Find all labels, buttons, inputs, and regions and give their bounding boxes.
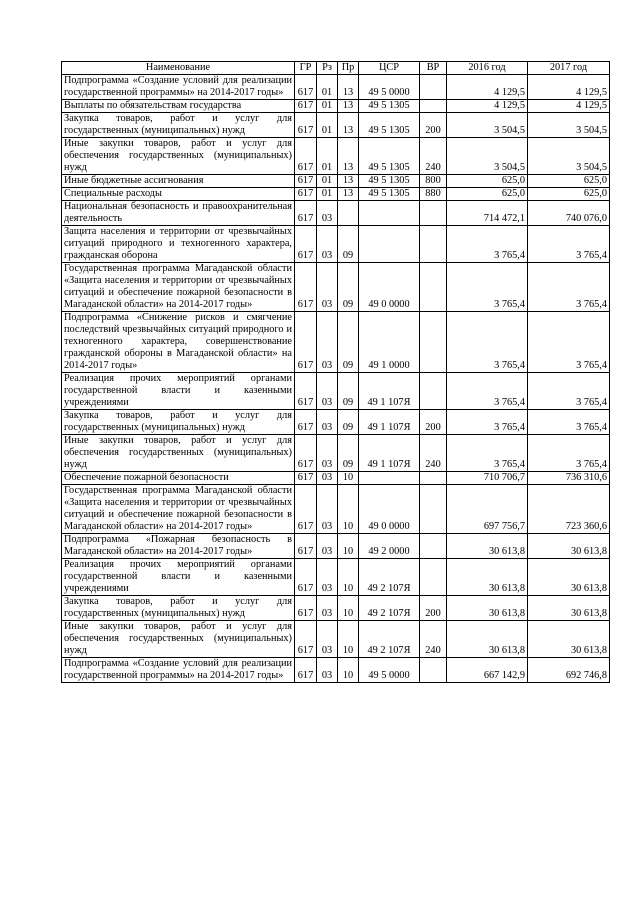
cell-rz: 01 xyxy=(317,138,338,175)
cell-2016: 4 129,5 xyxy=(447,75,528,100)
cell-2016: 3 765,4 xyxy=(447,373,528,410)
cell-gr: 617 xyxy=(295,226,317,263)
cell-csr xyxy=(359,472,420,485)
cell-name: Выплаты по обязательствам государства xyxy=(62,100,295,113)
cell-rz: 03 xyxy=(317,373,338,410)
cell-csr: 49 5 1305 xyxy=(359,138,420,175)
cell-pr: 09 xyxy=(338,435,359,472)
cell-vr xyxy=(420,658,447,683)
table-row xyxy=(62,75,610,100)
cell-2016: 3 765,4 xyxy=(447,312,528,373)
table-row xyxy=(62,621,610,658)
cell-rz: 03 xyxy=(317,201,338,226)
cell-csr: 49 2 107Я xyxy=(359,559,420,596)
header-row xyxy=(62,62,610,75)
cell-name: Иные закупки товаров, работ и услуг для обеспечения государственных (муниципальных) нужд xyxy=(62,435,295,472)
table-row xyxy=(62,373,610,410)
header-vr: ВР xyxy=(420,62,447,75)
cell-rz: 03 xyxy=(317,534,338,559)
budget-table xyxy=(61,61,610,683)
cell-2016: 667 142,9 xyxy=(447,658,528,683)
cell-gr: 617 xyxy=(295,534,317,559)
cell-csr: 49 5 0000 xyxy=(359,658,420,683)
cell-name: Реализация прочих мероприятий органами государственной власти и казенными учреждениями xyxy=(62,373,295,410)
cell-2017: 692 746,8 xyxy=(528,658,610,683)
cell-vr: 200 xyxy=(420,596,447,621)
cell-vr xyxy=(420,201,447,226)
cell-2017: 3 765,4 xyxy=(528,410,610,435)
cell-pr: 10 xyxy=(338,534,359,559)
table-row xyxy=(62,113,610,138)
cell-name: Иные бюджетные ассигнования xyxy=(62,175,295,188)
cell-vr xyxy=(420,100,447,113)
cell-2016: 3 765,4 xyxy=(447,435,528,472)
header-rz: Рз xyxy=(317,62,338,75)
cell-2017: 3 765,4 xyxy=(528,373,610,410)
cell-2017: 625,0 xyxy=(528,188,610,201)
cell-rz: 03 xyxy=(317,559,338,596)
cell-2017: 625,0 xyxy=(528,175,610,188)
header-pr: Пр xyxy=(338,62,359,75)
cell-2017: 3 504,5 xyxy=(528,138,610,175)
header-gr: ГР xyxy=(295,62,317,75)
cell-vr: 200 xyxy=(420,410,447,435)
cell-pr: 13 xyxy=(338,113,359,138)
cell-name: Иные закупки товаров, работ и услуг для обеспечения государственных (муниципальных) нужд xyxy=(62,621,295,658)
cell-gr: 617 xyxy=(295,472,317,485)
table-row xyxy=(62,263,610,312)
cell-rz: 03 xyxy=(317,312,338,373)
cell-vr: 240 xyxy=(420,138,447,175)
cell-rz: 01 xyxy=(317,113,338,138)
cell-vr xyxy=(420,75,447,100)
cell-gr: 617 xyxy=(295,373,317,410)
cell-2017: 30 613,8 xyxy=(528,596,610,621)
cell-rz: 03 xyxy=(317,621,338,658)
cell-vr xyxy=(420,263,447,312)
cell-rz: 03 xyxy=(317,485,338,534)
cell-2017: 30 613,8 xyxy=(528,621,610,658)
table-row xyxy=(62,559,610,596)
cell-2016: 3 765,4 xyxy=(447,410,528,435)
table-row xyxy=(62,175,610,188)
cell-csr: 49 1 107Я xyxy=(359,373,420,410)
cell-2016: 3 765,4 xyxy=(447,226,528,263)
cell-pr xyxy=(338,201,359,226)
cell-rz: 03 xyxy=(317,435,338,472)
cell-pr: 10 xyxy=(338,658,359,683)
cell-2017: 4 129,5 xyxy=(528,100,610,113)
cell-pr: 13 xyxy=(338,75,359,100)
cell-vr: 800 xyxy=(420,175,447,188)
cell-2016: 3 765,4 xyxy=(447,263,528,312)
cell-rz: 03 xyxy=(317,658,338,683)
cell-csr: 49 5 1305 xyxy=(359,175,420,188)
cell-vr xyxy=(420,485,447,534)
cell-2016: 30 613,8 xyxy=(447,621,528,658)
table-row xyxy=(62,138,610,175)
cell-2017: 3 765,4 xyxy=(528,312,610,373)
cell-2016: 3 504,5 xyxy=(447,113,528,138)
table-row xyxy=(62,658,610,683)
cell-gr: 617 xyxy=(295,658,317,683)
cell-gr: 617 xyxy=(295,312,317,373)
cell-rz: 03 xyxy=(317,472,338,485)
cell-rz: 03 xyxy=(317,410,338,435)
cell-name: Закупка товаров, работ и услуг для государственных (муниципальных) нужд xyxy=(62,410,295,435)
cell-csr: 49 2 107Я xyxy=(359,621,420,658)
cell-gr: 617 xyxy=(295,263,317,312)
cell-csr xyxy=(359,201,420,226)
cell-rz: 01 xyxy=(317,188,338,201)
cell-csr: 49 5 1305 xyxy=(359,113,420,138)
cell-csr: 49 0 0000 xyxy=(359,263,420,312)
cell-gr: 617 xyxy=(295,175,317,188)
table-row xyxy=(62,485,610,534)
cell-vr xyxy=(420,472,447,485)
cell-pr: 13 xyxy=(338,175,359,188)
cell-name: Государственная программа Магаданской области «Защита населения и территории от чрезвычайных ситуаций и обеспечение пожарной безопасности в Магаданской области» на 2014-2017 годы» xyxy=(62,485,295,534)
cell-gr: 617 xyxy=(295,188,317,201)
cell-name: Закупка товаров, работ и услуг для государственных (муниципальных) нужд xyxy=(62,113,295,138)
cell-pr: 09 xyxy=(338,312,359,373)
cell-name: Национальная безопасность и правоохранительная деятельность xyxy=(62,201,295,226)
cell-rz: 03 xyxy=(317,263,338,312)
cell-rz: 01 xyxy=(317,100,338,113)
cell-gr: 617 xyxy=(295,559,317,596)
table-row xyxy=(62,312,610,373)
table-row xyxy=(62,472,610,485)
cell-2016: 30 613,8 xyxy=(447,596,528,621)
cell-name: Иные закупки товаров, работ и услуг для обеспечения государственных (муниципальных) нужд xyxy=(62,138,295,175)
cell-gr: 617 xyxy=(295,201,317,226)
header-2017: 2017 год xyxy=(528,62,610,75)
cell-gr: 617 xyxy=(295,621,317,658)
cell-csr: 49 2 107Я xyxy=(359,596,420,621)
cell-pr: 09 xyxy=(338,226,359,263)
cell-csr: 49 1 107Я xyxy=(359,435,420,472)
cell-2017: 3 765,4 xyxy=(528,226,610,263)
cell-2017: 723 360,6 xyxy=(528,485,610,534)
table-body xyxy=(62,75,610,683)
cell-gr: 617 xyxy=(295,485,317,534)
cell-name: Подпрограмма «Пожарная безопасность в Магаданской области» на 2014-2017 годы» xyxy=(62,534,295,559)
cell-2016: 30 613,8 xyxy=(447,559,528,596)
cell-2016: 30 613,8 xyxy=(447,534,528,559)
cell-2017: 30 613,8 xyxy=(528,534,610,559)
cell-2017: 3 765,4 xyxy=(528,263,610,312)
table-row xyxy=(62,201,610,226)
cell-pr: 10 xyxy=(338,485,359,534)
cell-2016: 697 756,7 xyxy=(447,485,528,534)
cell-2017: 3 765,4 xyxy=(528,435,610,472)
cell-2017: 736 310,6 xyxy=(528,472,610,485)
cell-2016: 3 504,5 xyxy=(447,138,528,175)
cell-rz: 03 xyxy=(317,226,338,263)
cell-gr: 617 xyxy=(295,435,317,472)
cell-vr: 240 xyxy=(420,621,447,658)
cell-pr: 10 xyxy=(338,596,359,621)
cell-pr: 09 xyxy=(338,410,359,435)
table-row xyxy=(62,596,610,621)
table-row xyxy=(62,188,610,201)
cell-2017: 30 613,8 xyxy=(528,559,610,596)
cell-gr: 617 xyxy=(295,138,317,175)
table-row xyxy=(62,435,610,472)
cell-pr: 13 xyxy=(338,138,359,175)
header-csr: ЦСР xyxy=(359,62,420,75)
cell-csr xyxy=(359,226,420,263)
cell-2017: 740 076,0 xyxy=(528,201,610,226)
cell-2016: 625,0 xyxy=(447,188,528,201)
cell-csr: 49 5 1305 xyxy=(359,188,420,201)
cell-2016: 4 129,5 xyxy=(447,100,528,113)
header-2016: 2016 год xyxy=(447,62,528,75)
cell-name: Подпрограмма «Создание условий для реализации государственной программы» на 2014-2017 годы» xyxy=(62,658,295,683)
cell-vr xyxy=(420,559,447,596)
cell-gr: 617 xyxy=(295,596,317,621)
cell-csr: 49 2 0000 xyxy=(359,534,420,559)
cell-pr: 10 xyxy=(338,472,359,485)
cell-gr: 617 xyxy=(295,100,317,113)
cell-2016: 714 472,1 xyxy=(447,201,528,226)
cell-vr xyxy=(420,534,447,559)
cell-pr: 10 xyxy=(338,559,359,596)
cell-pr: 09 xyxy=(338,263,359,312)
table-row xyxy=(62,410,610,435)
cell-gr: 617 xyxy=(295,113,317,138)
table-row xyxy=(62,534,610,559)
cell-name: Подпрограмма «Снижение рисков и смягчение последствий чрезвычайных ситуаций природного и техногенного характера, совершенствование гражданской обороны в Магаданской области» на 2014-2017 годы» xyxy=(62,312,295,373)
cell-pr: 10 xyxy=(338,621,359,658)
cell-vr xyxy=(420,312,447,373)
table-header xyxy=(62,62,610,75)
cell-name: Обеспечение пожарной безопасности xyxy=(62,472,295,485)
cell-vr: 880 xyxy=(420,188,447,201)
cell-csr: 49 1 107Я xyxy=(359,410,420,435)
cell-vr: 240 xyxy=(420,435,447,472)
cell-csr: 49 1 0000 xyxy=(359,312,420,373)
cell-2017: 3 504,5 xyxy=(528,113,610,138)
cell-csr: 49 0 0000 xyxy=(359,485,420,534)
cell-vr: 200 xyxy=(420,113,447,138)
cell-name: Государственная программа Магаданской области «Защита населения и территории от чрезвычайных ситуаций и обеспечение пожарной безопасности в Магаданской области» на 2014-2017 годы» xyxy=(62,263,295,312)
cell-gr: 617 xyxy=(295,75,317,100)
cell-2016: 710 706,7 xyxy=(447,472,528,485)
cell-name: Реализация прочих мероприятий органами государственной власти и казенными учреждениями xyxy=(62,559,295,596)
cell-rz: 03 xyxy=(317,596,338,621)
cell-rz: 01 xyxy=(317,75,338,100)
cell-pr: 13 xyxy=(338,188,359,201)
table-row xyxy=(62,100,610,113)
table-row xyxy=(62,226,610,263)
cell-vr xyxy=(420,226,447,263)
cell-gr: 617 xyxy=(295,410,317,435)
cell-csr: 49 5 1305 xyxy=(359,100,420,113)
cell-pr: 13 xyxy=(338,100,359,113)
cell-name: Закупка товаров, работ и услуг для государственных (муниципальных) нужд xyxy=(62,596,295,621)
cell-vr xyxy=(420,373,447,410)
cell-rz: 01 xyxy=(317,175,338,188)
cell-csr: 49 5 0000 xyxy=(359,75,420,100)
cell-name: Подпрограмма «Создание условий для реализации государственной программы» на 2014-2017 годы» xyxy=(62,75,295,100)
cell-pr: 09 xyxy=(338,373,359,410)
header-name: Наименование xyxy=(62,62,295,75)
cell-2017: 4 129,5 xyxy=(528,75,610,100)
cell-name: Защита населения и территории от чрезвычайных ситуаций природного и техногенного характера, гражданская оборона xyxy=(62,226,295,263)
cell-2016: 625,0 xyxy=(447,175,528,188)
cell-name: Специальные расходы xyxy=(62,188,295,201)
